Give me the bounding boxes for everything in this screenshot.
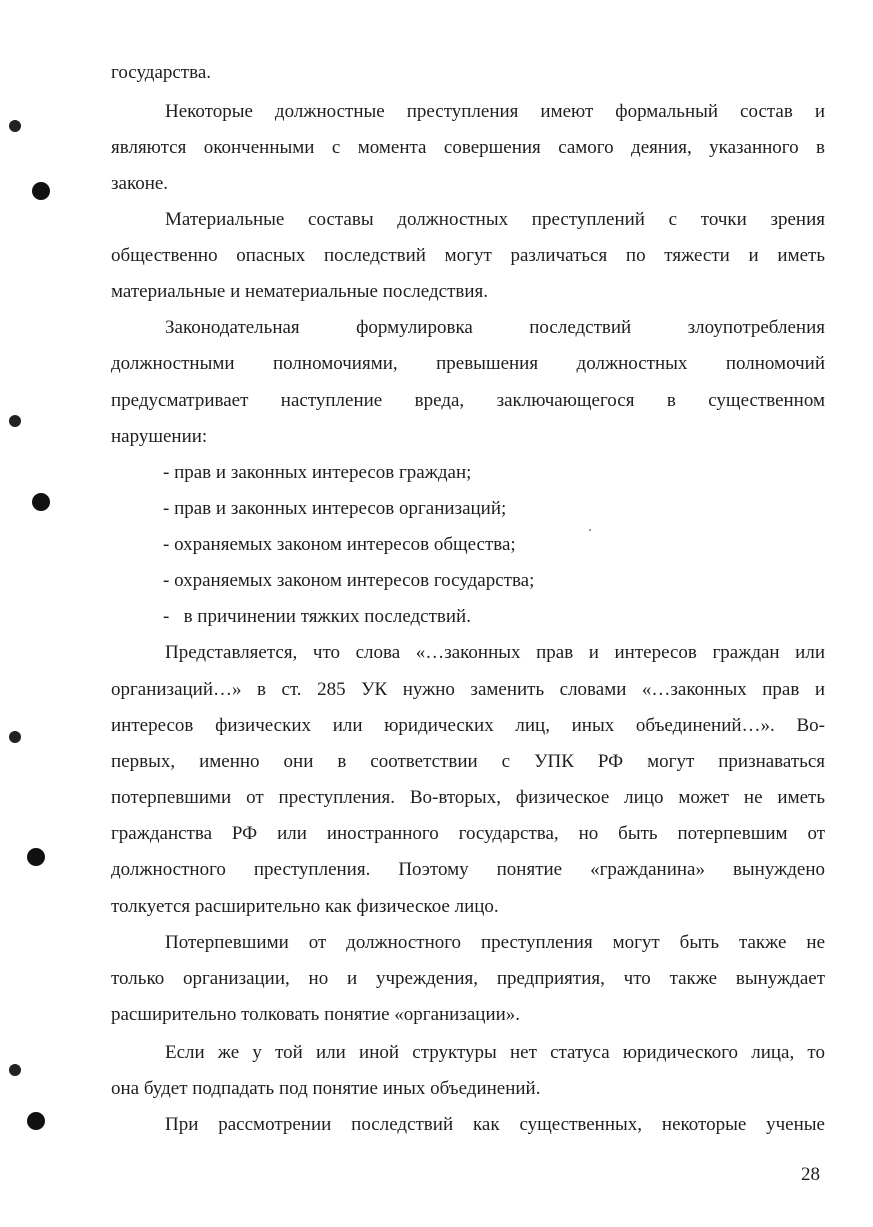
paragraph-first-line: Материальные составы должностных преступлений с точки зрения bbox=[165, 209, 825, 230]
punch-hole bbox=[32, 493, 50, 511]
text-line: толкуется расширительно как физическое лицо. bbox=[111, 896, 499, 917]
text-line: она будет подпадать под понятие иных объединений. bbox=[111, 1078, 541, 1099]
paragraph-first-line: Представляется, что слова «…законных прав и интересов граждан или bbox=[165, 642, 825, 663]
punch-hole bbox=[27, 848, 45, 866]
text-line: потерпевшими от преступления. Во-вторых, физическое лицо может не иметь bbox=[111, 787, 825, 808]
paragraph-first-line: Потерпевшими от должностного преступления могут быть также не bbox=[165, 932, 825, 953]
punch-hole bbox=[9, 731, 21, 743]
text-line: нарушении: bbox=[111, 426, 208, 447]
punch-hole bbox=[9, 415, 21, 427]
text-line: предусматривает наступление вреда, заключающегося в существенном bbox=[111, 390, 825, 411]
list-item: - в причинении тяжких последствий. bbox=[163, 606, 471, 627]
text-line: должностными полномочиями, превышения должностных полномочий bbox=[111, 353, 825, 374]
scan-speck bbox=[589, 529, 591, 531]
paragraph-first-line: Если же у той или иной структуры нет статуса юридического лица, то bbox=[165, 1042, 825, 1063]
text-line: являются оконченными с момента совершения самого деяния, указанного в bbox=[111, 137, 825, 158]
punch-hole bbox=[27, 1112, 45, 1130]
text-line: только организации, но и учреждения, предприятия, что также вынуждает bbox=[111, 968, 825, 989]
list-item: - прав и законных интересов организаций; bbox=[163, 498, 507, 519]
list-item: - прав и законных интересов граждан; bbox=[163, 462, 472, 483]
text-line: материальные и нематериальные последствия. bbox=[111, 281, 488, 302]
text-line: организаций…» в ст. 285 УК нужно заменить словами «…законных прав и bbox=[111, 679, 825, 700]
text-line: гражданства РФ или иностранного государства, но быть потерпевшим от bbox=[111, 823, 825, 844]
text-line: должностного преступления. Поэтому понятие «гражданина» вынуждено bbox=[111, 859, 825, 880]
page-number: 28 bbox=[801, 1164, 820, 1185]
punch-hole bbox=[9, 1064, 21, 1076]
text-line: государства. bbox=[111, 62, 212, 83]
text-line: первых, именно они в соответствии с УПК РФ могут признаваться bbox=[111, 751, 825, 772]
text-line: расширительно толковать понятие «организации». bbox=[111, 1004, 521, 1025]
paragraph-first-line: Некоторые должностные преступления имеют формальный состав и bbox=[165, 101, 825, 122]
punch-hole bbox=[9, 120, 21, 132]
text-line: интересов физических или юридических лиц, иных объединений…». Во- bbox=[111, 715, 825, 736]
list-item: - охраняемых законом интересов государства; bbox=[163, 570, 535, 591]
text-line: законе. bbox=[111, 173, 169, 194]
paragraph-first-line: Законодательная формулировка последствий злоупотребления bbox=[165, 317, 825, 338]
text-line: общественно опасных последствий могут различаться по тяжести и иметь bbox=[111, 245, 825, 266]
punch-hole bbox=[32, 182, 50, 200]
list-item: - охраняемых законом интересов общества; bbox=[163, 534, 516, 555]
paragraph-first-line: При рассмотрении последствий как существенных, некоторые ученые bbox=[165, 1114, 825, 1135]
